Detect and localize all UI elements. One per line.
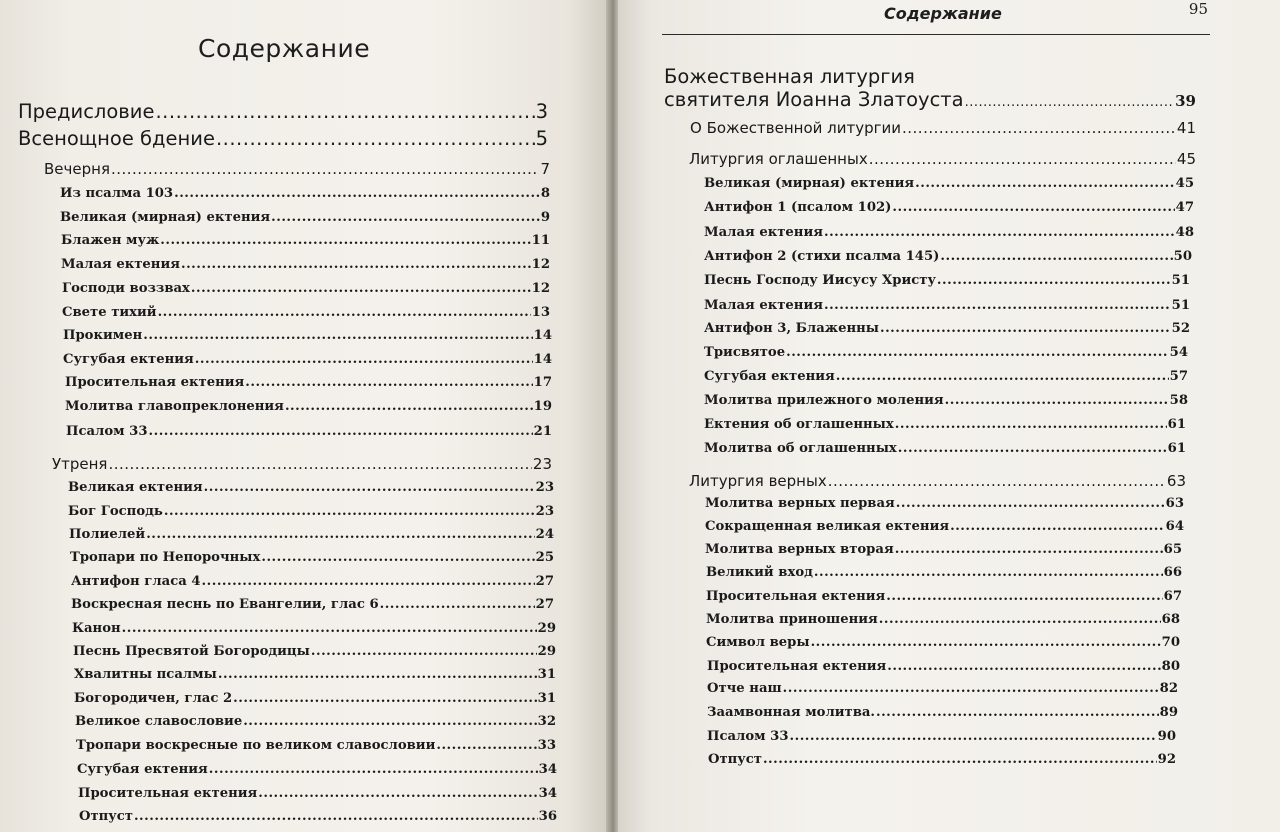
toc-entry-page: 13 (531, 305, 550, 320)
section-title-line2: святителя Иоанна Златоуста (664, 88, 964, 111)
toc-entry-page: 61 (1167, 417, 1186, 432)
toc-entry-page: 67 (1163, 589, 1182, 604)
toc-entry-page: 24 (535, 527, 554, 542)
toc-entry-page: 68 (1161, 612, 1180, 627)
toc-entry-page: 48 (1175, 225, 1194, 240)
right-toc-entry (706, 565, 1182, 580)
toc-entry-page: 45 (1176, 150, 1196, 168)
toc-entry-title: Молитва верных вторая (705, 542, 894, 557)
dot-leader (879, 612, 1161, 627)
toc-entry-page: 52 (1171, 321, 1190, 336)
right-toc-entry (707, 659, 1180, 674)
toc-entry-title: Малая ектения (61, 257, 180, 272)
dot-leader (836, 369, 1169, 384)
toc-entry-page: 51 (1171, 273, 1190, 288)
toc-entry-page: 34 (538, 762, 557, 777)
toc-entry-page: 47 (1175, 200, 1194, 215)
toc-entry-page: 12 (531, 257, 550, 272)
toc-entry-page: 89 (1159, 705, 1178, 720)
toc-entry-page: 8 (540, 186, 550, 201)
toc-entry-title: Всенощное бдение (18, 127, 215, 150)
toc-entry-title: Из псалма 103 (60, 186, 174, 201)
toc-entry-page: 5 (535, 127, 548, 150)
dot-leader (880, 321, 1171, 336)
dot-leader (950, 519, 1165, 534)
right-toc-entry (704, 393, 1188, 408)
toc-entry-title: Сугубая ектения (63, 352, 194, 367)
toc-entry-page: 65 (1163, 542, 1182, 557)
toc-entry-page: 25 (535, 550, 554, 565)
toc-entry-title: Псалом 33 (707, 729, 789, 744)
right-toc-entry (690, 120, 1196, 137)
toc-entry-title: Прокимен (63, 328, 143, 343)
toc-entry-page: 31 (537, 691, 556, 706)
toc-entry-page: 70 (1161, 635, 1180, 650)
right-toc-entry (704, 249, 1192, 264)
dot-leader (824, 225, 1175, 240)
toc-entry-page: 66 (1163, 565, 1182, 580)
toc-entry-page: 58 (1169, 393, 1188, 408)
toc-entry-title: Сокращенная великая ектения (705, 519, 950, 534)
toc-entry-page: 57 (1169, 369, 1188, 384)
section-title-line1: Божественная литургия (664, 65, 915, 88)
toc-entry-title: Вечерня (44, 160, 110, 178)
toc-entry-title: Утреня (52, 455, 108, 473)
dot-leader (940, 249, 1172, 264)
toc-entry-page: 54 (1169, 345, 1188, 360)
toc-title: Содержание (198, 34, 371, 63)
toc-entry-title: Антифон 2 (стихи псалма 145) (704, 249, 940, 264)
toc-entry-title: Сугубая ектения (704, 369, 835, 384)
right-toc-entry (689, 151, 1196, 168)
toc-entry-page: 14 (533, 352, 552, 367)
dot-leader (892, 200, 1174, 215)
toc-entry-title: Антифон 3, Блаженны (704, 321, 879, 336)
toc-entry-page: 31 (537, 667, 556, 682)
toc-entry-title: Сугубая ектения (77, 762, 208, 777)
toc-entry-page: 61 (1167, 441, 1186, 456)
page-number: 95 (1188, 0, 1208, 18)
dot-leader (786, 345, 1169, 360)
dot-leader (790, 729, 1157, 744)
toc-entry-title: Тропари воскресные по великом славословии (76, 738, 436, 753)
dot-leader (887, 659, 1160, 674)
toc-entry-title: Великое славословие (75, 714, 243, 729)
toc-entry-page: 3 (535, 100, 548, 123)
right-toc-entry (704, 441, 1186, 456)
toc-entry-title: Отпуст (708, 752, 762, 767)
toc-entry-title: Просительная ектения (707, 659, 887, 674)
toc-entry-page: 63 (1165, 496, 1184, 511)
dot-leader (869, 151, 1176, 168)
toc-entry-title: Богородичен, глас 2 (74, 691, 233, 706)
toc-entry-page: 21 (533, 424, 552, 439)
toc-entry-page: 64 (1165, 519, 1184, 534)
right-toc-entry (707, 705, 1178, 720)
dot-leader (814, 565, 1163, 580)
right-toc-entry (704, 369, 1188, 384)
running-title: Содержание (884, 4, 1002, 23)
dot-leader (783, 681, 1159, 696)
toc-entry-page: 11 (531, 233, 550, 248)
toc-entry-page: 17 (533, 375, 552, 390)
toc-entry-page: 63 (1166, 472, 1186, 490)
dot-leader (915, 176, 1175, 191)
toc-entry-title: Тропари по Непорочных (70, 550, 261, 565)
toc-entry-title: Антифон гласа 4 (71, 574, 201, 589)
toc-entry-title: Великая (мирная) ектения (60, 210, 271, 225)
dot-leader (828, 473, 1166, 490)
toc-entry-page: 45 (1175, 176, 1194, 191)
toc-entry-page: 82 (1159, 681, 1178, 696)
section-title-entry (664, 89, 1196, 111)
toc-entry-title: Бог Господь (68, 504, 163, 519)
toc-entry-title: Псалом 33 (66, 424, 148, 439)
toc-entry-page: 50 (1173, 249, 1192, 264)
toc-entry-title: Предисловие (18, 100, 155, 123)
toc-entry-page: 41 (1176, 119, 1196, 137)
toc-entry-title: Господи воззвах (62, 281, 190, 296)
right-toc-entry (705, 496, 1184, 511)
toc-entry-page: 12 (531, 281, 550, 296)
dot-leader (902, 120, 1176, 137)
right-toc-entry (708, 752, 1176, 767)
toc-entry-page: 29 (537, 644, 556, 659)
toc-entry-page: 14 (533, 328, 552, 343)
right-toc-entry (704, 176, 1194, 191)
toc-entry-title: Свете тихий (62, 305, 157, 320)
toc-entry-page: 34 (538, 786, 557, 801)
toc-entry-title: Молитва главопреклонения (65, 399, 284, 414)
dot-leader (937, 273, 1171, 288)
dot-leader (886, 589, 1162, 604)
toc-entry-title: Песнь Пресвятой Богородицы (73, 644, 310, 659)
toc-entry-title: Канон (72, 621, 121, 636)
right-toc-entry (705, 542, 1182, 557)
section-page: 39 (1175, 92, 1196, 110)
toc-entry-title: Антифон 1 (псалом 102) (704, 200, 892, 215)
toc-entry-title: Молитва приношения (706, 612, 878, 627)
toc-entry-title: Молитва прилежного моления (704, 393, 944, 408)
toc-entry-page: 92 (1157, 752, 1176, 767)
toc-entry-page: 27 (535, 597, 554, 612)
toc-entry-page: 27 (535, 574, 554, 589)
toc-entry-page: 36 (538, 809, 557, 824)
dot-leader (965, 96, 1175, 111)
toc-entry-title: Литургия верных (689, 472, 827, 490)
right-toc-entry (706, 589, 1182, 604)
toc-entry-title: Великая (мирная) ектения (704, 176, 915, 191)
toc-entry-title: Ектения об оглашенных (704, 417, 894, 432)
right-toc-entry (706, 612, 1180, 627)
toc-entry-title: Заамвонная молитва. (707, 705, 875, 720)
dot-leader (824, 298, 1171, 313)
toc-entry-page: 32 (537, 714, 556, 729)
toc-entry-title: Блажен муж (61, 233, 160, 248)
toc-entry-title: Полиелей (69, 527, 146, 542)
toc-entry-page: 7 (540, 160, 550, 178)
dot-leader (895, 542, 1163, 557)
toc-entry-page: 23 (535, 504, 554, 519)
toc-entry-title: Воскресная песнь по Евангелии, глас 6 (71, 597, 379, 612)
toc-entry-page: 19 (533, 399, 552, 414)
right-toc-entry (704, 273, 1190, 288)
toc-entry-title: Великий вход (706, 565, 813, 580)
toc-entry-title: Трисвятое (704, 345, 786, 360)
dot-leader (876, 705, 1159, 720)
right-toc-entry (689, 473, 1186, 490)
right-toc-entry (705, 519, 1184, 534)
right-toc-entry (706, 635, 1180, 650)
toc-entry-title: Просительная ектения (78, 786, 258, 801)
toc-entry-page: 23 (535, 480, 554, 495)
toc-entry-title: Просительная ектения (65, 375, 245, 390)
toc-entry-title: Малая ектения (704, 225, 823, 240)
toc-entry-title: Отче наш (707, 681, 782, 696)
toc-entry-title: Хвалитны псалмы (74, 667, 217, 682)
dot-leader (898, 441, 1167, 456)
toc-entry-page: 90 (1157, 729, 1176, 744)
toc-entry-title: Молитва верных первая (705, 496, 895, 511)
toc-entry-title: Песнь Господу Иисусу Христу (704, 273, 936, 288)
right-toc-entry (704, 225, 1194, 240)
toc-entry-page: 33 (537, 738, 556, 753)
toc-entry-page: 9 (540, 210, 550, 225)
toc-entry-title: Малая ектения (704, 298, 823, 313)
dot-leader (763, 752, 1157, 767)
toc-entry-title: Великая ектения (68, 480, 203, 495)
toc-entry-title: Просительная ектения (706, 589, 886, 604)
toc-entry-title: Молитва об оглашенных (704, 441, 897, 456)
toc-entry-title: Литургия оглашенных (689, 150, 868, 168)
toc-entry-page: 80 (1161, 659, 1180, 674)
toc-entry-title: О Божественной литургии (690, 119, 901, 137)
right-toc-entry (704, 417, 1186, 432)
toc-entry-title: Отпуст (79, 809, 133, 824)
dot-leader (895, 417, 1167, 432)
toc-entry-page: 51 (1171, 298, 1190, 313)
right-toc-entry (704, 298, 1190, 313)
dot-leader (896, 496, 1165, 511)
dot-leader (945, 393, 1169, 408)
right-toc-entry (707, 681, 1178, 696)
right-toc-entry (704, 200, 1194, 215)
toc-entry-title: Символ веры (706, 635, 810, 650)
right-toc-entry (704, 321, 1190, 336)
toc-entry-page: 23 (532, 455, 552, 473)
dot-leader (811, 635, 1161, 650)
right-toc-entry (704, 345, 1188, 360)
toc-entry-page: 29 (537, 621, 556, 636)
right-toc-entry (707, 729, 1176, 744)
